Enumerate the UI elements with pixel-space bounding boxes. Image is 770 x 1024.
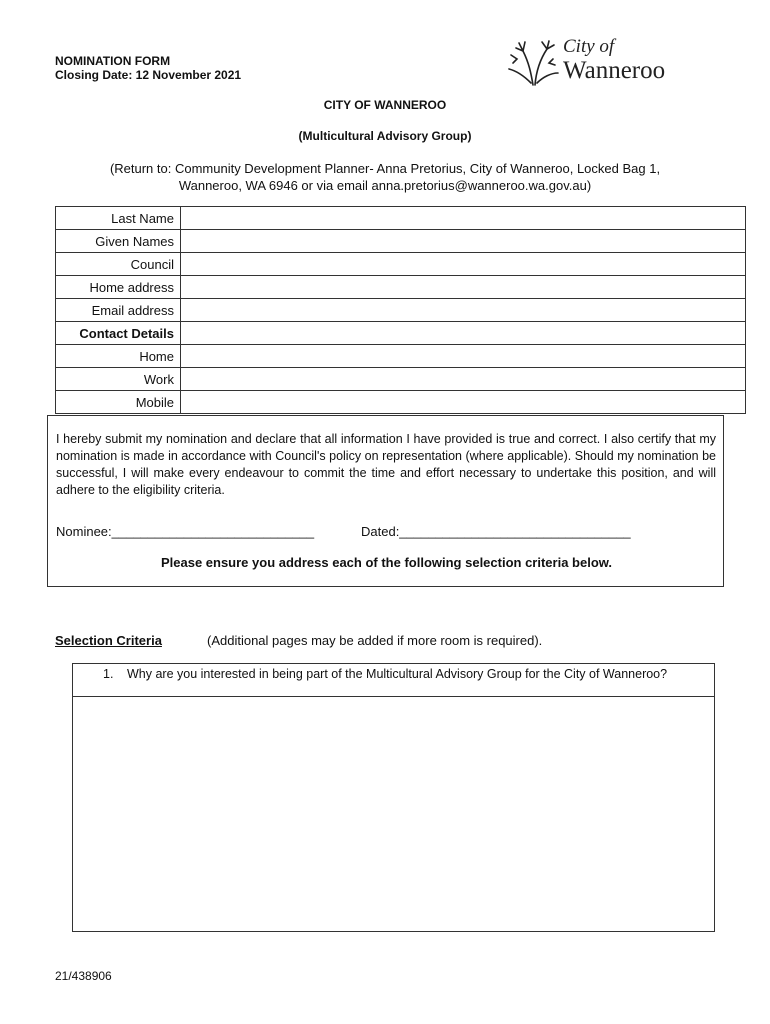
field-value-input[interactable] — [181, 276, 746, 299]
answer-area[interactable] — [73, 697, 714, 931]
field-label: Mobile — [56, 391, 181, 414]
field-label: Home — [56, 345, 181, 368]
field-value-input[interactable] — [181, 207, 746, 230]
details-row — [56, 345, 746, 368]
details-row — [56, 207, 746, 230]
field-value-input[interactable] — [181, 299, 746, 322]
criteria-notice: Please ensure you address each of the following selection criteria below. — [160, 555, 613, 570]
details-row — [56, 391, 746, 414]
field-label: Home address — [56, 276, 181, 299]
field-label: Contact Details — [56, 322, 181, 345]
group-title: (Multicultural Advisory Group) — [298, 129, 472, 143]
declaration-box — [47, 415, 724, 587]
form-title: NOMINATION FORM — [55, 54, 171, 68]
logo-name-text: Wanneroo — [563, 57, 666, 84]
field-label: Work — [56, 368, 181, 391]
details-row — [56, 368, 746, 391]
selection-criteria-note: (Additional pages may be added if more room is required). — [207, 633, 543, 648]
return-address — [0, 160, 770, 194]
field-label: Last Name — [56, 207, 181, 230]
field-value-input[interactable] — [181, 230, 746, 253]
field-label: Email address — [56, 299, 181, 322]
document-reference: 21/438906 — [55, 969, 112, 983]
field-value-input[interactable] — [181, 345, 746, 368]
question-text: Why are you interested in being part of the Multicultural Advisory Group for the City of Wanneroo? — [127, 667, 668, 681]
field-label: Council — [56, 253, 181, 276]
field-value-input[interactable] — [181, 391, 746, 414]
return-line-1: (Return to: Community Development Planner- Anna Pretorius, City of Wanneroo, Locked Bag 1, — [109, 161, 661, 176]
selection-criteria-heading: Selection Criteria — [55, 633, 162, 648]
field-label: Given Names — [56, 230, 181, 253]
details-row — [56, 322, 746, 345]
details-row — [56, 253, 746, 276]
declaration-text: I hereby submit my nomination and declare that all information I have provided is true and correct. I also certify that my nomination is made in accordance with Council's policy on representation (where applicable). Should my nomination be successful, I will make every endeavour to commit the time and effort necessary to undertake this position, and will adhere to the eligibility criteria. — [56, 432, 716, 497]
selection-criteria-box — [72, 663, 715, 932]
dated-field[interactable]: Dated:________________________________ — [361, 524, 631, 539]
details-row — [56, 276, 746, 299]
logo-city-text: City of — [563, 36, 615, 57]
nominee-signature-field[interactable]: Nominee:____________________________ — [56, 524, 315, 539]
city-logo — [505, 37, 705, 89]
nominee-details-table — [55, 206, 746, 414]
return-line-2: Wanneroo, WA 6946 or via email anna.pretorius@wanneroo.wa.gov.au) — [178, 178, 592, 193]
details-row — [56, 230, 746, 253]
field-value-input[interactable] — [181, 368, 746, 391]
field-value-input[interactable] — [181, 253, 746, 276]
question-number: 1. — [103, 667, 114, 681]
details-row — [56, 299, 746, 322]
kangaroo-paw-icon — [505, 37, 561, 87]
question-row — [73, 664, 714, 697]
field-value-input[interactable] — [181, 322, 746, 345]
org-title: CITY OF WANNEROO — [323, 98, 447, 112]
closing-date: Closing Date: 12 November 2021 — [55, 68, 242, 82]
